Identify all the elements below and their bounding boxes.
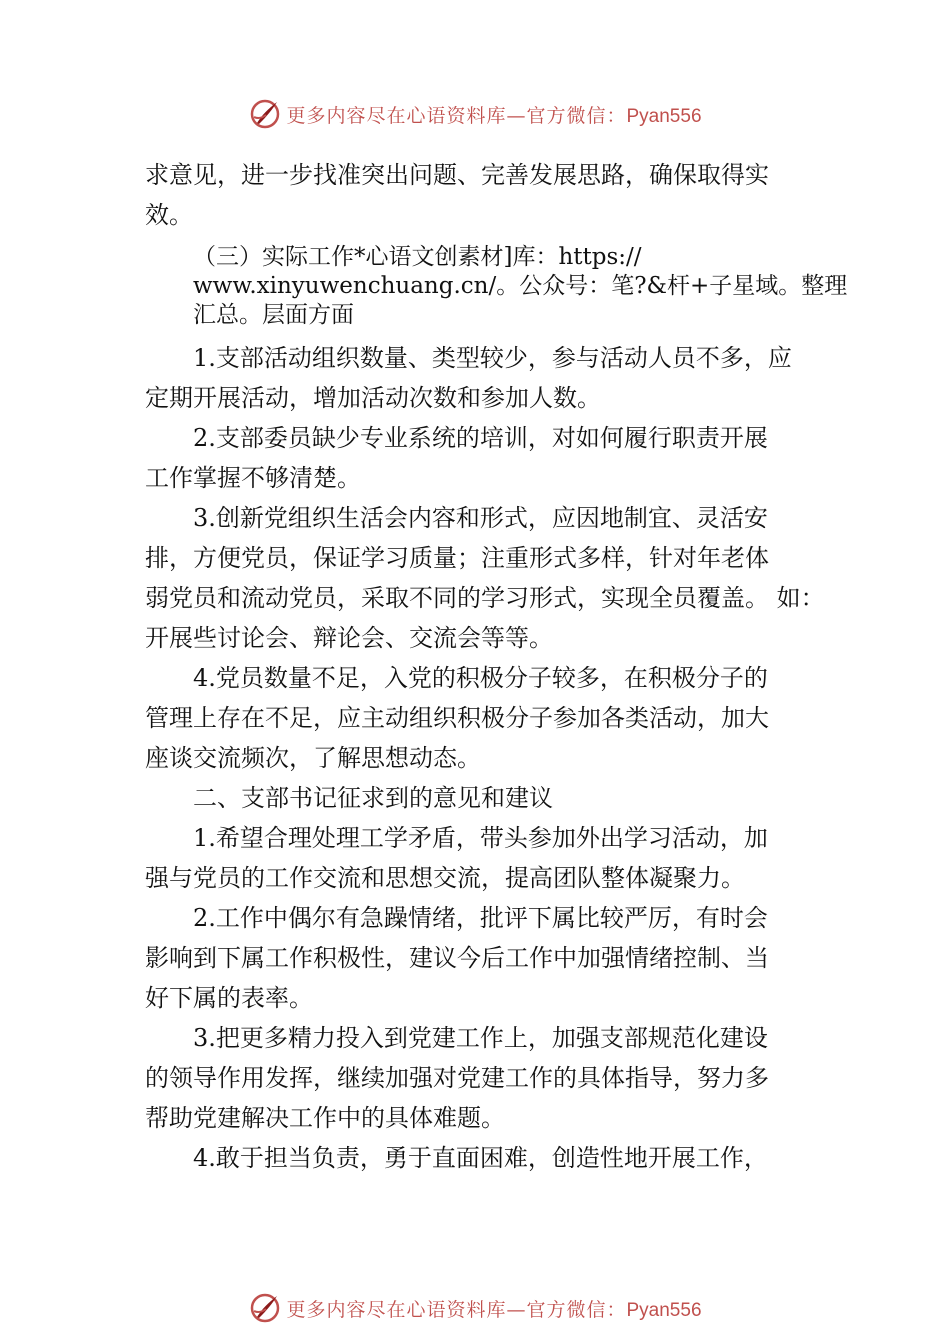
text-line: 3.创新党组织生活会内容和形式，应因地制宜、灵活安: [193, 504, 768, 532]
text-line: 影响到下属工作积极性，建议今后工作中加强情绪控制、当: [145, 944, 769, 972]
text-line: 的领导作用发挥，继续加强对党建工作的具体指导，努力多: [145, 1064, 769, 1092]
text-line: 管理上存在不足，应主动组织积极分子参加各类活动，加大: [145, 704, 769, 732]
header-watermark-banner: [0, 94, 950, 134]
text-line: 弱党员和流动党员，采取不同的学习形式，实现全员覆盖。 如：: [145, 584, 825, 612]
text-line: 1.希望合理处理工学矛盾，带头参加外出学习活动，加: [193, 824, 768, 852]
quill-seal-icon: [248, 97, 282, 131]
text-line: 3.把更多精力投入到党建工作上，加强支部规范化建设: [193, 1024, 768, 1052]
text-line: 求意见，进一步找准突出问题、完善发展思路，确保取得实: [145, 161, 769, 189]
text-line: 帮助党建解决工作中的具体难题。: [145, 1104, 505, 1132]
text-line: www.xinyuwenchuang.cn/。公众号：笔?&杆+子星域。整理: [193, 273, 848, 299]
text-line: 好下属的表率。: [145, 984, 313, 1012]
document-body: [145, 155, 848, 1178]
footer-watermark-banner: [0, 1288, 950, 1328]
text-line: 效。: [145, 201, 193, 229]
text-line: 1.支部活动组织数量、类型较少，参与活动人员不多，应: [193, 344, 792, 372]
text-line: 汇总。层面方面: [193, 302, 354, 328]
text-line: 2.工作中偶尔有急躁情绪，批评下属比较严厉，有时会: [193, 904, 768, 932]
text-line: 强与党员的工作交流和思想交流，提高团队整体凝聚力。: [145, 864, 745, 892]
text-line: 2.支部委员缺少专业系统的培训，对如何履行职责开展: [193, 424, 768, 452]
watermark-text: 更多内容尽在心语资料库—官方微信：Pyan556: [286, 1298, 702, 1321]
quill-seal-icon: [248, 1291, 282, 1325]
text-line: 工作掌握不够清楚。: [145, 464, 361, 492]
text-line: 座谈交流频次，了解思想动态。: [145, 744, 481, 772]
text-line: 定期开展活动，增加活动次数和参加人数。: [145, 384, 601, 412]
section-heading: 二、支部书记征求到的意见和建议: [193, 784, 553, 812]
inserted-ad-paragraph: [145, 243, 848, 330]
text-line: 排，方便党员，保证学习质量；注重形式多样，针对年老体: [145, 544, 769, 572]
text-line: （三）实际工作*心语文创素材]库：https://: [193, 244, 642, 270]
text-line: 4.党员数量不足，入党的积极分子较多，在积极分子的: [193, 664, 768, 692]
text-line: 开展些讨论会、辩论会、交流会等等。: [145, 624, 553, 652]
text-line: 4.敢于担当负责，勇于直面困难，创造性地开展工作，: [193, 1144, 768, 1172]
watermark-text: 更多内容尽在心语资料库—官方微信：Pyan556: [286, 104, 702, 127]
